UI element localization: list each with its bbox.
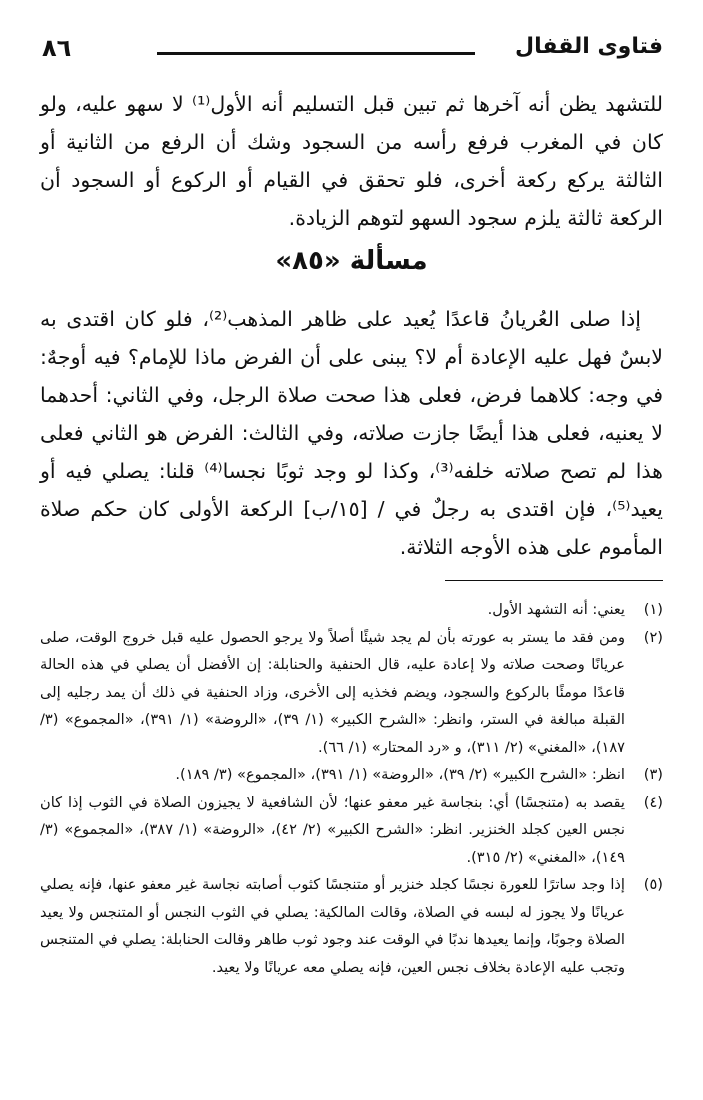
- paragraph-2-text: إذا صلى العُريانُ قاعدًا يُعيد على ظاهر المذهب⁽²⁾، فلو كان اقتدى به لابسٌ فهل عليه الإعادة أم لا؟ يبنى على أن الفرض ماذا للإمام؟ فيه أوجهٌ: في وجه: كلاهما فرض، فعلى هذا صحت صلاة الرجل، وفي الثاني: أحدهما لا يعنيه، فعلى هذا أيضًا جازت صلاته، وفي الثالث: الفرض هو الثاني فعلى هذا لم تصح صلاته خلفه⁽³⁾، وكذا لو وجد ثوبًا نجسا⁽⁴⁾ قلنا: يصلي فيه أو يعيد⁽⁵⁾، فإن اقتدى به رجلٌ في / [١٥/ب] الركعة الأولى كان حكم صلاة المأموم على هذه الأوجه الثلاثة.: [40, 307, 663, 559]
- running-header: [42, 34, 663, 68]
- paragraph-1-text: للتشهد يظن أنه آخرها ثم تبين قبل التسليم أنه الأول⁽¹⁾ لا سهو عليه، ولو كان في المغرب فرفع رأسه من السجود وشك أن الرفع من الثانية أو الثالثة يركع ركعة أخرى، فلو تحقق في القيام أو الركوع أو السجود أن الركعة ثالثة يلزم سجود السهو لتوهم الزيادة.: [40, 92, 663, 230]
- header-rule: [157, 52, 475, 55]
- paragraph-1: [40, 85, 663, 237]
- issue-heading: مسألة «٨٥»: [275, 246, 428, 276]
- paragraph-2: [40, 300, 663, 566]
- footnote-number: (٥): [643, 876, 663, 893]
- footnote-1: [40, 596, 663, 624]
- footnote-text: إذا وجد ساترًا للعورة نجسًا كجلد خنزير أو متنجسًا كثوب أصابته نجاسة غير معفو عنها، فإنه يصلي عريانًا ولا يجوز له لبسه في الصلاة، وقالت المالكية: يصلي في الثوب النجس أو المتنجس ولا يعيد الصلاة وجوبًا، وإنما يعيدها ندبًا في الوقت عند وجود ثوب طاهر وقالت الحنابلة: يصلي في المتنجس وتجب عليه الإعادة بخلاف نجس العين، فإنه يصلي معه عريانًا ولا يعيد.: [40, 876, 625, 976]
- footnote-5: [40, 871, 663, 981]
- footnote-3: [40, 761, 663, 789]
- footnote-separator: [445, 580, 663, 581]
- footnote-number: (١): [643, 601, 663, 618]
- footnote-number: (٤): [643, 793, 663, 811]
- footnote-number: (٢): [643, 628, 663, 646]
- book-title: فتاوى القفال: [515, 34, 663, 59]
- footnote-2: [40, 624, 663, 762]
- page-number: ٨٦: [42, 34, 72, 62]
- footnotes: [40, 596, 663, 981]
- footnote-4: [40, 789, 663, 872]
- footnote-number: (٣): [643, 766, 663, 783]
- footnote-text: يقصد به (متنجسًا) أي: بنجاسة غير معفو عنها؛ لأن الشافعية لا يجيزون الصلاة في الثوب إذا كان نجس العين كجلد الخنزير. انظر: «الشرح الكبير» (٢/ ٤٢)، «الروضة» (١/ ٣٨٧)، «المجموع» (٣/ ١٤٩)، «المغني» (٢/ ٣١٥).: [40, 793, 625, 866]
- footnote-text: ومن فقد ما يستر به عورته بأن لم يجد شيئًا أصلاً ولا يرجو الحصول عليه قبل خروج الوقت، صلى عريانًا وصحت صلاته ولا إعادة عليه، قال الحنفية والحنابلة: إن الأفضل أن يصلي في هذه الحالة قاعدًا مومئًا بالركوع والسجود، ويضم فخذيه إلى الأخرى، وزاد الحنفية في ذلك أن يمد رجليه إلى القبلة مبالغة في الستر، وانظر: «الشرح الكبير» (١/ ٣٩)، «الروضة» (١/ ٣٩١)، «المجموع» (٣/ ١٨٧)، «المغني» (٢/ ٣١١)، و «رد المحتار» (١/ ٦٦).: [40, 628, 625, 756]
- footnote-text: يعني: أنه التشهد الأول.: [487, 601, 625, 618]
- footnote-text: انظر: «الشرح الكبير» (٢/ ٣٩)، «الروضة» (١/ ٣٩١)، «المجموع» (٣/ ١٨٩).: [175, 766, 625, 783]
